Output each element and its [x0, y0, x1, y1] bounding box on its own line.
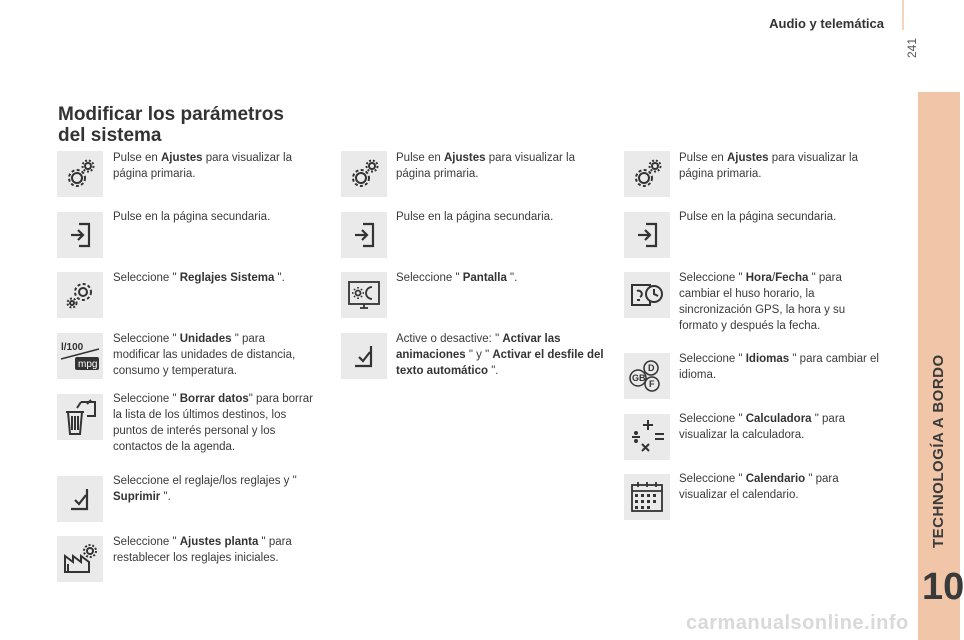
step-text: Pulse en la página secundaria. — [679, 211, 837, 223]
step-text: Seleccione el reglaje/los reglajes y " Suprimir ". — [113, 475, 297, 503]
step-text: Pulse en Ajustes para visualizar la página primaria. — [396, 152, 575, 180]
step-text: Active o desactive: " Activar las animaciones " y " Activar el desfile del texto automático ". — [396, 333, 604, 377]
checkbox-icon — [341, 333, 387, 379]
settings-gears-icon — [57, 151, 103, 197]
language-label: D — [648, 363, 655, 373]
secondary-page-icon — [624, 212, 670, 258]
language-label: F — [649, 379, 655, 389]
header-section-title: Audio y telemática — [769, 16, 884, 31]
step-text: Seleccione " Reglajes Sistema ". — [113, 272, 285, 284]
watermark: carmanualsonline.info — [686, 612, 909, 634]
step-text: Seleccione " Pantalla ". — [396, 272, 518, 284]
step-text: Seleccione " Unidades " para modificar las unidades de distancia, consumo y temperatura. — [113, 333, 296, 377]
page-number: 241 — [905, 37, 919, 58]
step-text: Seleccione " Idiomas " para cambiar el idioma. — [679, 353, 879, 381]
languages-icon — [624, 353, 670, 399]
step-text: Seleccione " Calculadora " para visualizar la calculadora. — [679, 413, 846, 441]
chapter-number: 10 — [922, 566, 964, 608]
header-divider — [902, 0, 904, 30]
secondary-page-icon — [57, 212, 103, 258]
delete-data-icon — [57, 394, 103, 440]
factory-settings-icon — [57, 536, 103, 582]
step-text: Seleccione " Borrar datos" para borrar la lista de los últimos destinos, los puntos de interés personal y los contactos de la agenda. — [113, 393, 313, 453]
step-text: Seleccione " Hora/Fecha " para cambiar el huso horario, la sincronización GPS, la hora y su formato y después la fecha. — [679, 272, 846, 332]
screen-brightness-icon — [341, 272, 387, 318]
time-date-icon — [624, 272, 670, 318]
units-icon-bottom-label: mpg — [78, 359, 98, 370]
calendar-icon — [624, 474, 670, 520]
settings-gears-icon — [624, 151, 670, 197]
calculator-icon — [624, 414, 670, 460]
step-text: Pulse en la página secundaria. — [396, 211, 554, 223]
section-title — [58, 104, 284, 146]
settings-gears-icon — [341, 151, 387, 197]
section-title-line1: Modificar los parámetros — [58, 104, 284, 125]
checkbox-icon — [57, 476, 103, 522]
language-label: GB — [632, 373, 646, 383]
section-title-line2: del sistema — [58, 125, 162, 146]
secondary-page-icon — [341, 212, 387, 258]
step-text: Seleccione " Ajustes planta " para restablecer los reglajes iniciales. — [113, 536, 292, 564]
step-text: Seleccione " Calendario " para visualizar el calendario. — [679, 473, 839, 501]
step-text: Pulse en Ajustes para visualizar la página primaria. — [113, 152, 292, 180]
chapter-label: TECHNOLOGÍA A BORDO — [930, 354, 947, 548]
step-text: Pulse en la página secundaria. — [113, 211, 271, 223]
system-settings-icon — [57, 272, 103, 318]
units-icon — [57, 333, 103, 379]
units-icon-top-label: l/100 — [61, 342, 84, 353]
step-text: Pulse en Ajustes para visualizar la página primaria. — [679, 152, 858, 180]
